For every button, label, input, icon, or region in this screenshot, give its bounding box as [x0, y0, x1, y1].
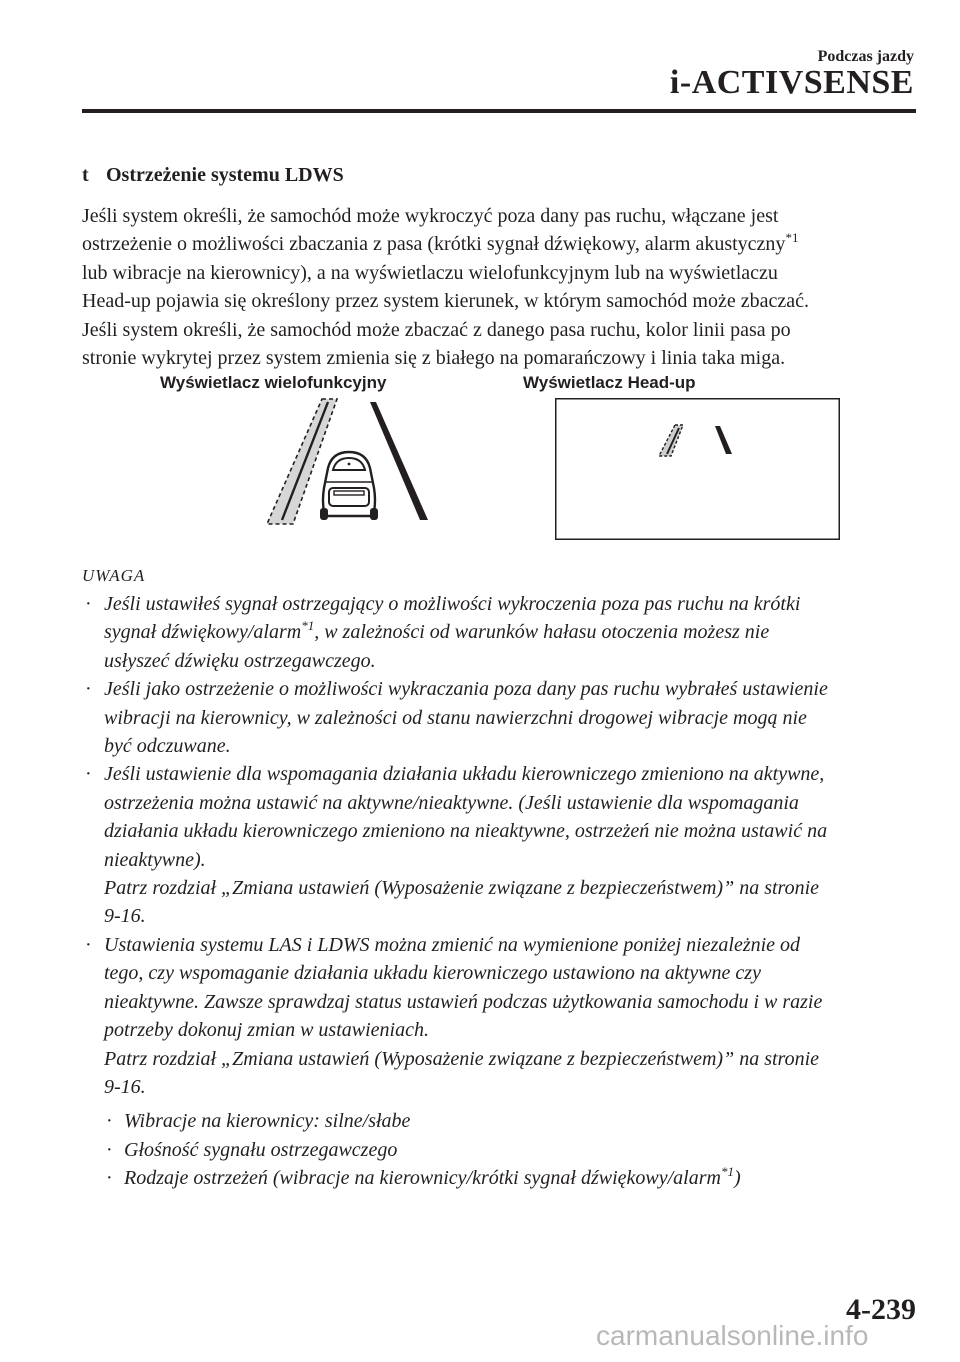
bullet: · — [85, 678, 92, 701]
body-paragraph — [82, 202, 912, 372]
note-item: · Jeśli jako ostrzeżenie o możliwości wykraczania poza dany pas ruchu wybrałeś ustawienie wibracji na kierownicy, w zależności od stanu nawierzchni drogowej wibracje mogą nie być odczuwane. — [82, 675, 922, 760]
body-line: Jeśli system określi, że samochód może wykroczyć poza dany pas ruchu, włączane jest — [82, 205, 779, 227]
watermark: carmanualsonline.info — [596, 1320, 869, 1351]
body-line: Jeśli system określi, że samochód może zbaczać z danego pasa ruchu, kolor linii pasa po — [82, 318, 791, 341]
bullet: · — [106, 1138, 113, 1161]
note-item: · Ustawienia systemu LAS i LDWS można zmienić na wymienione poniżej niezależnie od tego, czy wspomaganie działania układu kierowniczego ustawiono na aktywne czy nieaktywne. Zawsze sprawdzaj status ustawień podczas użytkowania samochodu i w razie potrzeby dokonuj zmian w ustawieniach. Patrz rozdział „Zmiana ustawień (Wyposażenie związane z bezpieczeństwem)” na stronie 9-16. — [82, 931, 922, 1101]
section-name: Podczas jazdy — [817, 48, 914, 65]
footnote-mark: *1 — [785, 230, 799, 246]
bullet: · — [106, 1167, 113, 1190]
bullet: · — [85, 763, 92, 786]
bullet: · — [85, 933, 92, 956]
section-heading — [82, 164, 344, 187]
body-line: Head-up pojawia się określony przez system kierunek, w którym samochód może zbaczać. — [82, 290, 809, 313]
footnote-mark: *1 — [301, 618, 315, 634]
heading-title: Ostrzeżenie systemu LDWS — [106, 164, 344, 186]
figure-label-multifunction: Wyświetlacz wielofunkcyjny — [160, 373, 387, 392]
bullet: · — [106, 1110, 113, 1133]
note-title: UWAGA — [82, 566, 146, 585]
footnote-mark: *1 — [720, 1164, 734, 1180]
body-line: stronie wykrytej przez system zmienia się z białego na pomarańczowy i linia taka miga. — [82, 347, 786, 370]
sub-note-item: · Głośność sygnału ostrzegawczego — [104, 1136, 922, 1164]
headup-display-illustration — [555, 398, 840, 540]
body-line: ostrzeżenie o możliwości zbaczania z pasa (krótki sygnał dźwiękowy, alarm akustyczny$^{*1}$ — [82, 230, 799, 256]
note-item: · Jeśli ustawiłeś sygnał ostrzegający o możliwości wykroczenia poza pas ruchu na krótki sygnał dźwiękowy/alarm$^{*1}$, w zależności od warunków hałasu otoczenia możesz nie usłyszeć dźwięku ostrzegawczego. — [82, 590, 922, 675]
figure-label-headup: Wyświetlacz Head-up — [523, 373, 696, 392]
header-rule — [82, 109, 916, 113]
sub-note-item: · Rodzaje ostrzeżeń (wibracje na kierownicy/krótki sygnał dźwiękowy/alarm$^{*1}$) — [104, 1164, 922, 1192]
page-number: 4-239 — [846, 1293, 916, 1326]
body-line: lub wibracje na kierownicy), a na wyświetlaczu wielofunkcyjnym lub na wyświetlaczu — [82, 261, 778, 284]
note-item: · Jeśli ustawienie dla wspomagania działania układu kierowniczego zmieniono na aktywne, ostrzeżenia można ustawić na aktywne/nieaktywne. (Jeśli ustawienie dla wspomagania działania układu kierowniczego zmieniono na nieaktywne, ostrzeżeń nie można ustawić na nieaktywne). Patrz rozdział „Zmiana ustawień (Wyposażenie związane z bezpieczeństwem)” na stronie 9-16. — [82, 760, 922, 930]
lane-line-right — [370, 402, 428, 520]
chapter-title: i-ACTIVSENSE — [669, 64, 914, 101]
multifunction-display-illustration — [262, 396, 436, 528]
bullet: · — [85, 593, 92, 615]
car-icon — [320, 452, 378, 520]
sub-note-item: · Wibracje na kierownicy: silne/słabe — [104, 1107, 922, 1135]
sub-note-list — [82, 1107, 922, 1192]
note-list — [82, 590, 922, 1193]
heading-marker: t — [82, 164, 89, 186]
